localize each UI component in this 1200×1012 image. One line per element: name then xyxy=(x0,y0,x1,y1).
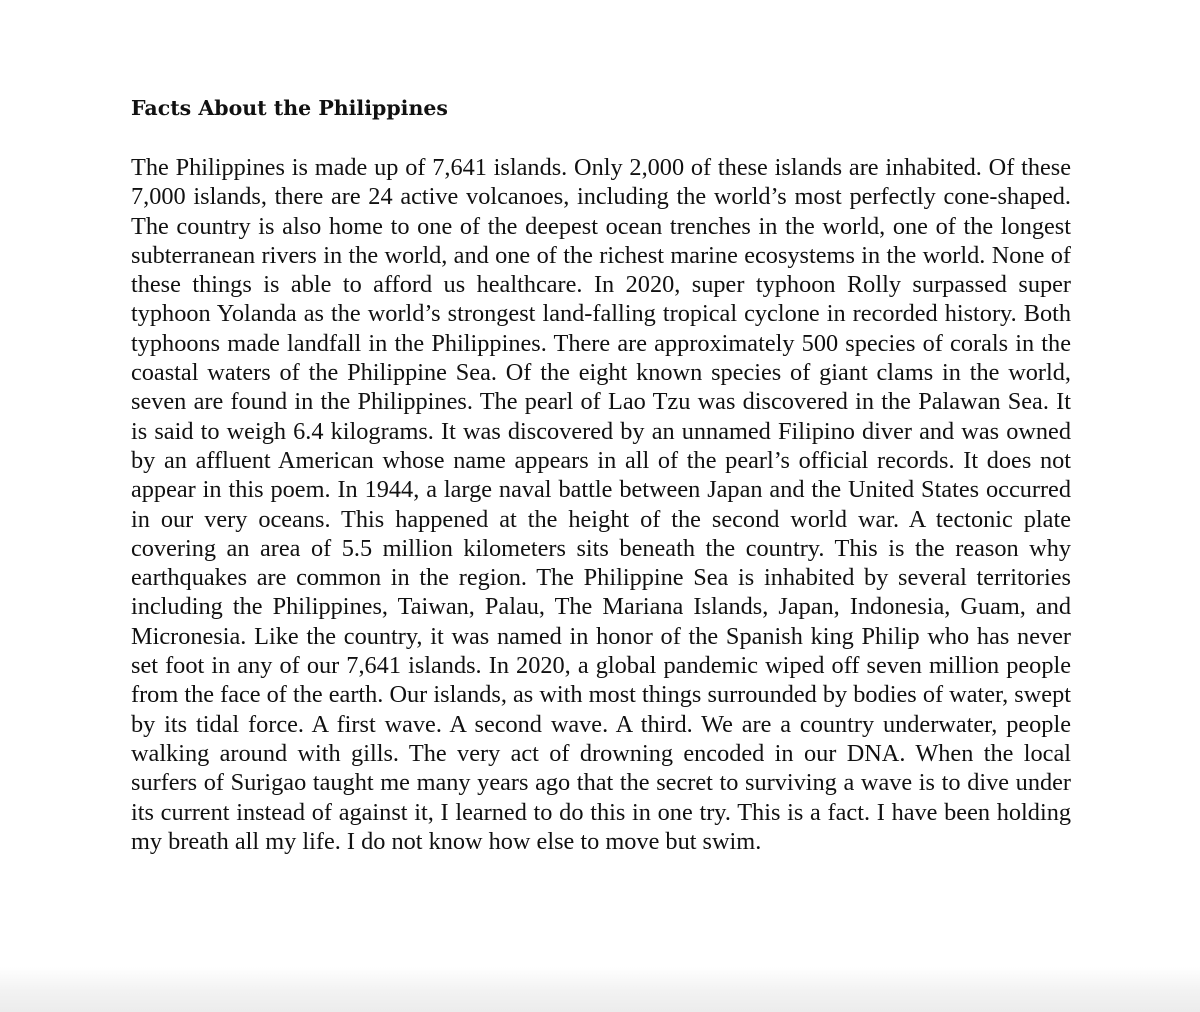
bottom-edge-shadow xyxy=(0,967,1200,1012)
body-paragraph: The Philippines is made up of 7,641 islands. Only 2,000 of these islands are inhabited. Of these 7,000 islands, there are 24 active volcanoes, including the world’s most perfectly cone-shaped. The country is also home to one of the deepest ocean trenches in the world, one of the longest subterranean rivers in the world, and one of the richest marine ecosystems in the world. None of these things is able to afford us healthcare. In 2020, super typhoon Rolly surpassed super typhoon Yolanda as the world’s strongest land-falling tropical cyclone in recorded history. Both typhoons made landfall in the Philippines. There are approximately 500 species of corals in the coastal waters of the Philippine Sea. Of the eight known species of giant clams in the world, seven are found in the Philippines. The pearl of Lao Tzu was discovered in the Palawan Sea. It is said to weigh 6.4 kilograms. It was discovered by an unnamed Filipino diver and was owned by an affluent American whose name appears in all of the pearl’s official records. It does not appear in this poem. In 1944, a large naval battle between Japan and the United States occurred in our very oceans. This happened at the height of the second world war. A tectonic plate covering an area of 5.5 million kilometers sits beneath the country. This is the reason why earthquakes are common in the region. The Philippine Sea is inhabited by several territories including the Philippines, Taiwan, Palau, The Mariana Islands, Japan, Indonesia, Guam, and Micronesia. Like the country, it was named in honor of the Spanish king Philip who has never set foot in any of our 7,641 islands. In 2020, a global pandemic wiped off seven million people from the face of the earth. Our islands, as with most things surrounded by bodies of water, swept by its tidal force. A first wave. A second wave. A third. We are a country underwater, people walking around with gills. The very act of drowning encoded in our DNA. When the local surfers of Surigao taught me many years ago that the secret to surviving a wave is to dive under its current instead of against it, I learned to do this in one try. This is a fact. I have been holding my breath all my life. I do not know how else to move but swim. xyxy=(131,154,1071,855)
document-title: Facts About the Philippines xyxy=(131,96,448,120)
